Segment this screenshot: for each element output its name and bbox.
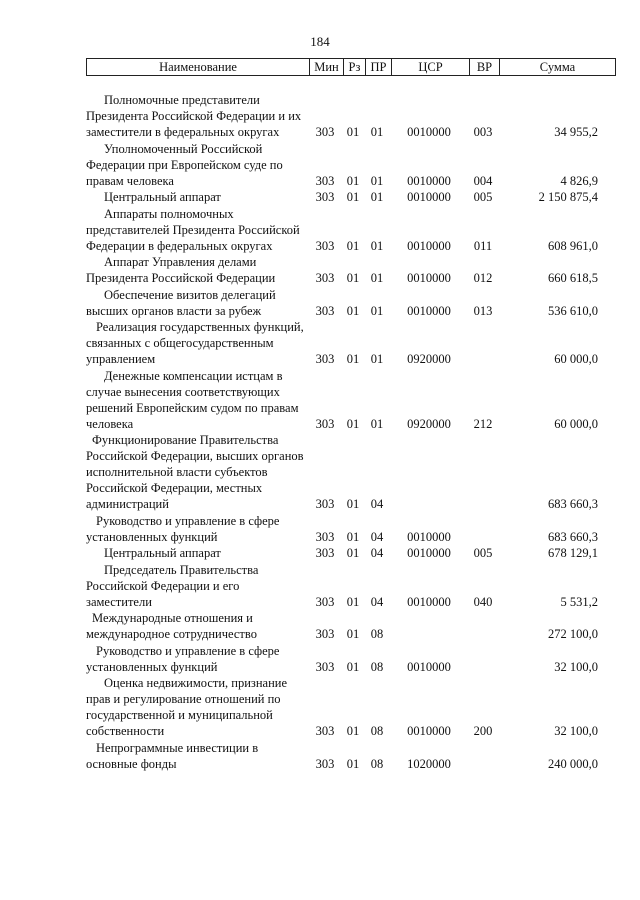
table-row [86, 368, 616, 432]
row-sum: 678 129,1 [548, 546, 598, 560]
row-vr: 200 [473, 724, 493, 738]
row-name: Руководство и управление в сфере установленных функций [86, 513, 280, 544]
row-csr: 0010000 [407, 190, 451, 204]
row-min: 303 [315, 125, 335, 139]
row-csr: 0010000 [407, 659, 451, 674]
row-name: Международные отношения и международное сотрудничество [86, 611, 257, 641]
row-rz: 01 [346, 659, 360, 674]
table-row [86, 740, 616, 772]
page-number: 184 [310, 34, 330, 49]
row-pr: 01 [370, 238, 384, 253]
row-vr: 011 [473, 238, 493, 253]
column-header-rz: Рз [343, 59, 365, 75]
row-rz: 01 [346, 238, 360, 253]
row-pr: 01 [370, 125, 384, 139]
row-min: 303 [315, 497, 335, 511]
row-pr: 04 [370, 497, 384, 511]
table-row [86, 562, 616, 610]
row-vr: 005 [473, 190, 493, 204]
row-min: 303 [315, 271, 335, 285]
row-sum: 34 955,2 [554, 125, 598, 139]
row-name: Уполномоченный Российской Федерации при Европейском суде по правам человека [86, 141, 283, 188]
row-pr: 08 [370, 659, 384, 674]
row-name: Аппараты полномочных представителей Президента Российской Федерации в федеральных округах [86, 206, 300, 253]
row-pr: 04 [370, 546, 384, 560]
row-vr: 012 [473, 271, 493, 285]
row-name: Функционирование Правительства Российской Федерации, высших органов исполнительной власти субъектов Российской Федерации, местных администраций [86, 433, 304, 511]
row-pr: 08 [370, 724, 384, 738]
table-row [86, 319, 616, 367]
row-csr: 0010000 [407, 594, 451, 609]
row-min: 303 [315, 659, 335, 674]
row-vr: 004 [473, 173, 493, 188]
row-pr: 01 [370, 303, 384, 318]
row-vr: 003 [473, 125, 493, 139]
table-row [86, 189, 616, 205]
row-name: Центральный аппарат [104, 546, 221, 560]
row-csr: 0010000 [407, 724, 451, 738]
table-row [86, 675, 616, 739]
row-rz: 01 [346, 594, 360, 609]
row-name: Полномочные представители Президента Российской Федерации и их заместители в федеральных округах [86, 93, 302, 139]
row-sum: 60 000,0 [554, 416, 598, 431]
row-name: Руководство и управление в сфере установленных функций [86, 643, 280, 674]
row-csr: 0010000 [407, 303, 451, 318]
row-rz: 01 [346, 627, 360, 641]
row-sum: 608 961,0 [548, 238, 598, 253]
table-row [86, 513, 616, 545]
row-sum: 660 618,5 [548, 271, 598, 285]
row-sum: 2 150 875,4 [538, 190, 598, 204]
row-rz: 01 [346, 352, 360, 366]
row-rz: 01 [346, 303, 360, 318]
row-sum: 32 100,0 [554, 659, 598, 674]
row-min: 303 [315, 303, 335, 318]
row-name: Оценка недвижимости, признание прав и регулирование отношений по государственной и муниципальной собственности [86, 676, 288, 738]
table-row [86, 254, 616, 286]
row-sum: 32 100,0 [554, 724, 598, 738]
row-csr: 0010000 [407, 271, 451, 285]
row-name: Денежные компенсации истцам в случае вынесения соответствующих решений Европейским судом по правам человека [86, 368, 299, 431]
row-sum: 60 000,0 [554, 352, 598, 366]
column-header-vr: ВР [469, 59, 499, 75]
row-rz: 01 [346, 416, 360, 431]
row-name: Обеспечение визитов делегаций высших органов власти за рубеж [86, 287, 276, 318]
row-min: 303 [315, 352, 335, 366]
row-rz: 01 [346, 125, 360, 139]
row-min: 303 [315, 756, 335, 771]
row-pr: 01 [370, 416, 384, 431]
table-header [86, 58, 616, 76]
row-sum: 683 660,3 [548, 497, 598, 511]
row-csr: 0920000 [407, 352, 451, 366]
table-body [86, 92, 616, 772]
row-rz: 01 [346, 271, 360, 285]
row-csr: 1020000 [407, 756, 451, 771]
row-min: 303 [315, 546, 335, 560]
row-name: Председатель Правительства Российской Федерации и его заместители [86, 562, 259, 609]
column-header-min: Мин [309, 59, 343, 75]
table-row [86, 610, 616, 642]
row-sum: 272 100,0 [548, 627, 598, 641]
row-sum: 5 531,2 [560, 594, 598, 609]
row-min: 303 [315, 627, 335, 641]
row-sum: 683 660,3 [548, 529, 598, 544]
table-row [86, 432, 616, 512]
row-rz: 01 [346, 529, 360, 544]
table-row [86, 92, 616, 140]
row-vr: 005 [473, 546, 493, 560]
table-row [86, 643, 616, 675]
row-rz: 01 [346, 756, 360, 771]
row-min: 303 [315, 529, 335, 544]
column-header-pr: ПР [365, 59, 391, 75]
row-name: Реализация государственных функций, связанных с общегосударственным управлением [86, 320, 304, 366]
table-row [86, 287, 616, 319]
row-vr: 212 [473, 416, 493, 431]
table-row [86, 545, 616, 561]
column-header-name: Наименование [159, 59, 237, 74]
row-vr: 040 [473, 594, 493, 609]
table-row [86, 141, 616, 189]
column-header-sum: Сумма [499, 59, 615, 75]
row-pr: 01 [370, 271, 384, 285]
row-rz: 01 [346, 497, 360, 511]
row-min: 303 [315, 238, 335, 253]
column-header-csr: ЦСР [391, 59, 469, 75]
row-csr: 0920000 [407, 416, 451, 431]
row-sum: 4 826,9 [560, 173, 598, 188]
row-csr: 0010000 [407, 125, 451, 139]
row-min: 303 [315, 724, 335, 738]
row-pr: 08 [370, 756, 384, 771]
row-pr: 04 [370, 594, 384, 609]
row-csr: 0010000 [407, 529, 451, 544]
row-rz: 01 [346, 190, 360, 204]
row-pr: 01 [370, 352, 384, 366]
row-pr: 01 [370, 190, 384, 204]
row-csr: 0010000 [407, 546, 451, 560]
row-sum: 240 000,0 [548, 756, 598, 771]
row-rz: 01 [346, 173, 360, 188]
row-name: Непрограммные инвестиции в основные фонды [86, 740, 259, 771]
row-sum: 536 610,0 [548, 303, 598, 318]
row-name: Центральный аппарат [104, 190, 221, 204]
row-min: 303 [315, 416, 335, 431]
row-csr: 0010000 [407, 173, 451, 188]
row-csr: 0010000 [407, 238, 451, 253]
row-min: 303 [315, 190, 335, 204]
row-rz: 01 [346, 724, 360, 738]
row-name: Аппарат Управления делами Президента Российской Федерации [86, 255, 276, 285]
row-min: 303 [315, 173, 335, 188]
row-pr: 04 [370, 529, 384, 544]
row-rz: 01 [346, 546, 360, 560]
row-pr: 08 [370, 627, 384, 641]
table-row [86, 206, 616, 254]
row-vr: 013 [473, 303, 493, 318]
row-pr: 01 [370, 173, 384, 188]
row-min: 303 [315, 594, 335, 609]
